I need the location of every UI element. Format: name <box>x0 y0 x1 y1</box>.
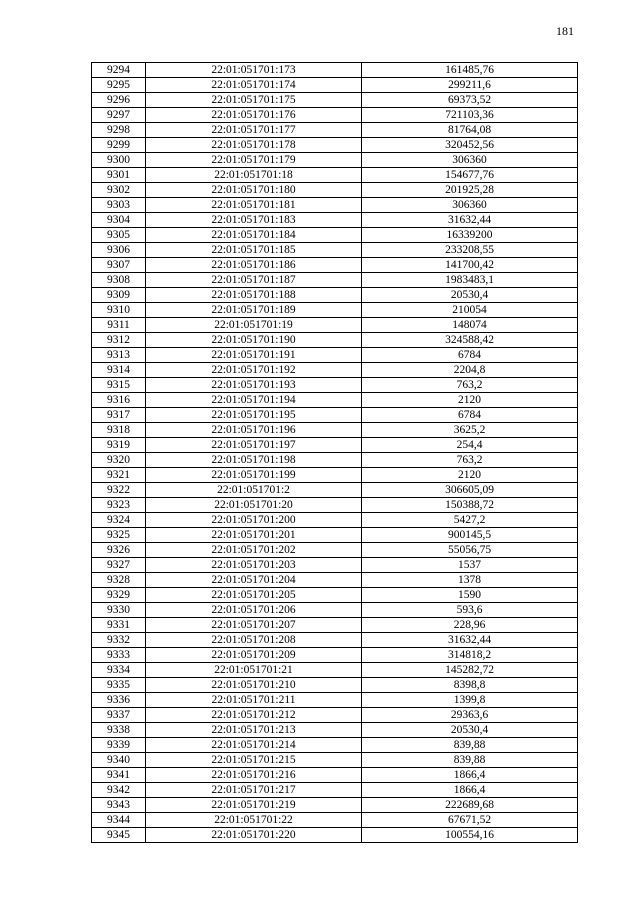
table-row <box>92 378 578 393</box>
cadastral-number-cell: 22:01:051701:190 <box>146 333 362 348</box>
table-row <box>92 198 578 213</box>
table-row <box>92 363 578 378</box>
cadastral-number-cell: 22:01:051701:2 <box>146 483 362 498</box>
row-number-cell: 9324 <box>92 513 146 528</box>
cadastral-number-cell: 22:01:051701:217 <box>146 783 362 798</box>
row-number-cell: 9326 <box>92 543 146 558</box>
row-number-cell: 9335 <box>92 678 146 693</box>
table-row <box>92 348 578 363</box>
value-cell: 1399,8 <box>362 693 578 708</box>
row-number-cell: 9342 <box>92 783 146 798</box>
value-cell: 306360 <box>362 198 578 213</box>
row-number-cell: 9333 <box>92 648 146 663</box>
value-cell: 593,6 <box>362 603 578 618</box>
value-cell: 1378 <box>362 573 578 588</box>
cadastral-number-cell: 22:01:051701:177 <box>146 123 362 138</box>
cadastral-number-cell: 22:01:051701:186 <box>146 258 362 273</box>
cadastral-number-cell: 22:01:051701:220 <box>146 828 362 843</box>
cadastral-number-cell: 22:01:051701:22 <box>146 813 362 828</box>
table-row <box>92 588 578 603</box>
row-number-cell: 9319 <box>92 438 146 453</box>
cadastral-number-cell: 22:01:051701:18 <box>146 168 362 183</box>
value-cell: 5427,2 <box>362 513 578 528</box>
cadastral-number-cell: 22:01:051701:214 <box>146 738 362 753</box>
table-row <box>92 573 578 588</box>
table-row <box>92 228 578 243</box>
row-number-cell: 9305 <box>92 228 146 243</box>
row-number-cell: 9296 <box>92 93 146 108</box>
value-cell: 2204,8 <box>362 363 578 378</box>
cadastral-number-cell: 22:01:051701:192 <box>146 363 362 378</box>
value-cell: 16339200 <box>362 228 578 243</box>
row-number-cell: 9320 <box>92 453 146 468</box>
cadastral-number-cell: 22:01:051701:211 <box>146 693 362 708</box>
cadastral-number-cell: 22:01:051701:21 <box>146 663 362 678</box>
table-row <box>92 693 578 708</box>
cadastral-number-cell: 22:01:051701:204 <box>146 573 362 588</box>
row-number-cell: 9300 <box>92 153 146 168</box>
row-number-cell: 9325 <box>92 528 146 543</box>
cadastral-number-cell: 22:01:051701:215 <box>146 753 362 768</box>
row-number-cell: 9311 <box>92 318 146 333</box>
cadastral-number-cell: 22:01:051701:207 <box>146 618 362 633</box>
table-row <box>92 423 578 438</box>
cadastral-number-cell: 22:01:051701:198 <box>146 453 362 468</box>
row-number-cell: 9303 <box>92 198 146 213</box>
cadastral-number-cell: 22:01:051701:216 <box>146 768 362 783</box>
cadastral-number-cell: 22:01:051701:199 <box>146 468 362 483</box>
cadastral-number-cell: 22:01:051701:196 <box>146 423 362 438</box>
table-row <box>92 273 578 288</box>
table-row <box>92 633 578 648</box>
cadastral-number-cell: 22:01:051701:179 <box>146 153 362 168</box>
table-row <box>92 408 578 423</box>
table-row <box>92 453 578 468</box>
registry-table-body <box>92 63 578 843</box>
row-number-cell: 9315 <box>92 378 146 393</box>
table-row <box>92 393 578 408</box>
cadastral-number-cell: 22:01:051701:208 <box>146 633 362 648</box>
value-cell: 233208,55 <box>362 243 578 258</box>
cadastral-number-cell: 22:01:051701:181 <box>146 198 362 213</box>
row-number-cell: 9302 <box>92 183 146 198</box>
row-number-cell: 9299 <box>92 138 146 153</box>
table-row <box>92 63 578 78</box>
row-number-cell: 9340 <box>92 753 146 768</box>
row-number-cell: 9294 <box>92 63 146 78</box>
table-row <box>92 708 578 723</box>
value-cell: 763,2 <box>362 378 578 393</box>
table-row <box>92 258 578 273</box>
value-cell: 324588,42 <box>362 333 578 348</box>
value-cell: 6784 <box>362 408 578 423</box>
value-cell: 839,88 <box>362 738 578 753</box>
row-number-cell: 9298 <box>92 123 146 138</box>
cadastral-number-cell: 22:01:051701:173 <box>146 63 362 78</box>
table-row <box>92 288 578 303</box>
table-row <box>92 183 578 198</box>
page-number: 181 <box>556 24 574 38</box>
table-row <box>92 738 578 753</box>
table-row <box>92 468 578 483</box>
cadastral-number-cell: 22:01:051701:184 <box>146 228 362 243</box>
value-cell: 3625,2 <box>362 423 578 438</box>
row-number-cell: 9334 <box>92 663 146 678</box>
value-cell: 228,96 <box>362 618 578 633</box>
value-cell: 69373,52 <box>362 93 578 108</box>
cadastral-number-cell: 22:01:051701:205 <box>146 588 362 603</box>
cadastral-number-cell: 22:01:051701:195 <box>146 408 362 423</box>
value-cell: 839,88 <box>362 753 578 768</box>
row-number-cell: 9331 <box>92 618 146 633</box>
value-cell: 1537 <box>362 558 578 573</box>
cadastral-number-cell: 22:01:051701:194 <box>146 393 362 408</box>
table-row <box>92 678 578 693</box>
value-cell: 81764,08 <box>362 123 578 138</box>
value-cell: 31632,44 <box>362 213 578 228</box>
row-number-cell: 9338 <box>92 723 146 738</box>
value-cell: 150388,72 <box>362 498 578 513</box>
table-row <box>92 648 578 663</box>
table-row <box>92 513 578 528</box>
value-cell: 222689,68 <box>362 798 578 813</box>
row-number-cell: 9318 <box>92 423 146 438</box>
value-cell: 20530,4 <box>362 288 578 303</box>
row-number-cell: 9343 <box>92 798 146 813</box>
cadastral-number-cell: 22:01:051701:212 <box>146 708 362 723</box>
table-row <box>92 618 578 633</box>
value-cell: 306605,09 <box>362 483 578 498</box>
table-row <box>92 603 578 618</box>
row-number-cell: 9321 <box>92 468 146 483</box>
cadastral-number-cell: 22:01:051701:19 <box>146 318 362 333</box>
cadastral-number-cell: 22:01:051701:209 <box>146 648 362 663</box>
cadastral-number-cell: 22:01:051701:183 <box>146 213 362 228</box>
row-number-cell: 9330 <box>92 603 146 618</box>
table-row <box>92 168 578 183</box>
value-cell: 306360 <box>362 153 578 168</box>
table-row <box>92 108 578 123</box>
table-row <box>92 78 578 93</box>
cadastral-number-cell: 22:01:051701:185 <box>146 243 362 258</box>
row-number-cell: 9295 <box>92 78 146 93</box>
value-cell: 31632,44 <box>362 633 578 648</box>
table-row <box>92 798 578 813</box>
row-number-cell: 9310 <box>92 303 146 318</box>
cadastral-number-cell: 22:01:051701:176 <box>146 108 362 123</box>
table-row <box>92 528 578 543</box>
value-cell: 154677,76 <box>362 168 578 183</box>
value-cell: 141700,42 <box>362 258 578 273</box>
row-number-cell: 9307 <box>92 258 146 273</box>
cadastral-number-cell: 22:01:051701:20 <box>146 498 362 513</box>
value-cell: 900145,5 <box>362 528 578 543</box>
cadastral-number-cell: 22:01:051701:178 <box>146 138 362 153</box>
cadastral-number-cell: 22:01:051701:188 <box>146 288 362 303</box>
row-number-cell: 9336 <box>92 693 146 708</box>
value-cell: 1866,4 <box>362 768 578 783</box>
value-cell: 8398,8 <box>362 678 578 693</box>
row-number-cell: 9328 <box>92 573 146 588</box>
cadastral-number-cell: 22:01:051701:206 <box>146 603 362 618</box>
cadastral-number-cell: 22:01:051701:200 <box>146 513 362 528</box>
table-row <box>92 93 578 108</box>
row-number-cell: 9323 <box>92 498 146 513</box>
value-cell: 320452,56 <box>362 138 578 153</box>
value-cell: 210054 <box>362 303 578 318</box>
row-number-cell: 9314 <box>92 363 146 378</box>
table-row <box>92 153 578 168</box>
value-cell: 29363,6 <box>362 708 578 723</box>
row-number-cell: 9301 <box>92 168 146 183</box>
value-cell: 6784 <box>362 348 578 363</box>
row-number-cell: 9327 <box>92 558 146 573</box>
row-number-cell: 9309 <box>92 288 146 303</box>
value-cell: 2120 <box>362 468 578 483</box>
row-number-cell: 9332 <box>92 633 146 648</box>
value-cell: 1866,4 <box>362 783 578 798</box>
value-cell: 67671,52 <box>362 813 578 828</box>
value-cell: 299211,6 <box>362 78 578 93</box>
cadastral-number-cell: 22:01:051701:210 <box>146 678 362 693</box>
registry-table <box>91 62 578 843</box>
value-cell: 20530,4 <box>362 723 578 738</box>
table-row <box>92 543 578 558</box>
cadastral-number-cell: 22:01:051701:191 <box>146 348 362 363</box>
cadastral-number-cell: 22:01:051701:201 <box>146 528 362 543</box>
table-row <box>92 213 578 228</box>
value-cell: 100554,16 <box>362 828 578 843</box>
table-row <box>92 498 578 513</box>
cadastral-number-cell: 22:01:051701:193 <box>146 378 362 393</box>
table-row <box>92 768 578 783</box>
value-cell: 148074 <box>362 318 578 333</box>
cadastral-number-cell: 22:01:051701:197 <box>146 438 362 453</box>
value-cell: 161485,76 <box>362 63 578 78</box>
row-number-cell: 9344 <box>92 813 146 828</box>
table-row <box>92 813 578 828</box>
row-number-cell: 9337 <box>92 708 146 723</box>
table-row <box>92 138 578 153</box>
table-row <box>92 318 578 333</box>
table-row <box>92 723 578 738</box>
value-cell: 254,4 <box>362 438 578 453</box>
table-row <box>92 558 578 573</box>
value-cell: 314818,2 <box>362 648 578 663</box>
table-row <box>92 663 578 678</box>
row-number-cell: 9306 <box>92 243 146 258</box>
table-row <box>92 243 578 258</box>
cadastral-number-cell: 22:01:051701:189 <box>146 303 362 318</box>
cadastral-number-cell: 22:01:051701:187 <box>146 273 362 288</box>
value-cell: 55056,75 <box>362 543 578 558</box>
table-row <box>92 438 578 453</box>
value-cell: 1590 <box>362 588 578 603</box>
table-row <box>92 123 578 138</box>
table-row <box>92 783 578 798</box>
row-number-cell: 9317 <box>92 408 146 423</box>
value-cell: 201925,28 <box>362 183 578 198</box>
value-cell: 1983483,1 <box>362 273 578 288</box>
value-cell: 145282,72 <box>362 663 578 678</box>
cadastral-number-cell: 22:01:051701:219 <box>146 798 362 813</box>
cadastral-number-cell: 22:01:051701:203 <box>146 558 362 573</box>
value-cell: 2120 <box>362 393 578 408</box>
cadastral-number-cell: 22:01:051701:202 <box>146 543 362 558</box>
row-number-cell: 9312 <box>92 333 146 348</box>
cadastral-number-cell: 22:01:051701:180 <box>146 183 362 198</box>
row-number-cell: 9345 <box>92 828 146 843</box>
table-row <box>92 828 578 843</box>
row-number-cell: 9297 <box>92 108 146 123</box>
row-number-cell: 9341 <box>92 768 146 783</box>
table-row <box>92 753 578 768</box>
row-number-cell: 9304 <box>92 213 146 228</box>
cadastral-number-cell: 22:01:051701:175 <box>146 93 362 108</box>
row-number-cell: 9308 <box>92 273 146 288</box>
table-row <box>92 483 578 498</box>
row-number-cell: 9339 <box>92 738 146 753</box>
row-number-cell: 9313 <box>92 348 146 363</box>
value-cell: 763,2 <box>362 453 578 468</box>
table-row <box>92 303 578 318</box>
row-number-cell: 9316 <box>92 393 146 408</box>
cadastral-number-cell: 22:01:051701:174 <box>146 78 362 93</box>
row-number-cell: 9329 <box>92 588 146 603</box>
row-number-cell: 9322 <box>92 483 146 498</box>
value-cell: 721103,36 <box>362 108 578 123</box>
table-row <box>92 333 578 348</box>
cadastral-number-cell: 22:01:051701:213 <box>146 723 362 738</box>
